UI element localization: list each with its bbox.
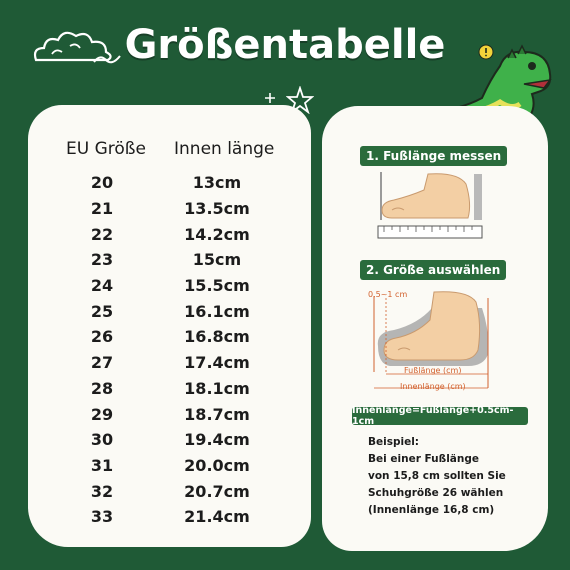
table-row bbox=[60, 170, 290, 196]
inner-length: 13.5cm bbox=[184, 199, 250, 219]
inner-length: 19.4cm bbox=[184, 430, 250, 450]
table-row bbox=[60, 453, 290, 479]
table-row bbox=[60, 324, 290, 350]
step-measure-foot: 1. Fußlänge messen bbox=[360, 146, 507, 166]
table-row bbox=[60, 427, 290, 453]
eu-size: 30 bbox=[90, 430, 114, 450]
foot-in-shoe-illustration bbox=[372, 288, 496, 392]
eu-size: 29 bbox=[90, 404, 114, 424]
example-line: (Innenlänge 16,8 cm) bbox=[368, 504, 495, 516]
eu-size: 22 bbox=[90, 224, 114, 244]
inner-length: 15.5cm bbox=[184, 276, 250, 296]
eu-size: 31 bbox=[90, 455, 114, 475]
eu-size: 33 bbox=[90, 507, 114, 527]
eu-size: 24 bbox=[90, 276, 114, 296]
eu-size: 32 bbox=[90, 481, 114, 501]
table-row bbox=[60, 478, 290, 504]
foot-measure-illustration bbox=[376, 170, 488, 242]
table-row bbox=[60, 401, 290, 427]
table-row bbox=[60, 273, 290, 299]
table-row bbox=[60, 504, 290, 530]
eu-size: 21 bbox=[90, 199, 114, 219]
eu-size: 20 bbox=[90, 173, 114, 193]
inner-length: 20.0cm bbox=[184, 455, 250, 475]
size-table bbox=[60, 170, 290, 530]
table-row bbox=[60, 298, 290, 324]
header-eu-size: EU Größe bbox=[66, 139, 146, 159]
sparkle-icon bbox=[264, 92, 276, 104]
inner-length: 14.2cm bbox=[184, 224, 250, 244]
inner-length: 13cm bbox=[192, 173, 242, 193]
eu-size: 25 bbox=[90, 301, 114, 321]
table-row bbox=[60, 350, 290, 376]
table-row bbox=[60, 221, 290, 247]
table-row bbox=[60, 196, 290, 222]
example-line: Schuhgröße 26 wählen bbox=[368, 487, 504, 499]
step-choose-size: 2. Größe auswählen bbox=[360, 260, 506, 280]
inner-length: 20.7cm bbox=[184, 481, 250, 501]
foot-length-label: Fußlänge (cm) bbox=[404, 366, 462, 375]
inner-length: 18.7cm bbox=[184, 404, 250, 424]
exclamation-bubble-icon bbox=[478, 44, 494, 60]
inner-length: 16.8cm bbox=[184, 327, 250, 347]
eu-size: 26 bbox=[90, 327, 114, 347]
example-line: von 15,8 cm sollten Sie bbox=[368, 470, 506, 482]
inner-length: 16.1cm bbox=[184, 301, 250, 321]
inner-length: 21.4cm bbox=[184, 507, 250, 527]
table-row bbox=[60, 247, 290, 273]
example-title: Beispiel: bbox=[368, 436, 420, 448]
eu-size: 27 bbox=[90, 353, 114, 373]
example-line: Bei einer Fußlänge bbox=[368, 453, 480, 465]
page-title: Größentabelle bbox=[124, 22, 446, 68]
eu-size: 28 bbox=[90, 378, 114, 398]
inner-length: 18.1cm bbox=[184, 378, 250, 398]
gap-label: 0,5~1 cm bbox=[368, 290, 408, 299]
example-text bbox=[368, 434, 506, 519]
inner-length: 17.4cm bbox=[184, 353, 250, 373]
eu-size: 23 bbox=[90, 250, 114, 270]
inner-length-label: Innenlänge (cm) bbox=[400, 382, 466, 391]
formula-badge: Innenlänge=Fußlänge+0.5cm-1cm bbox=[352, 407, 528, 425]
inner-length: 15cm bbox=[192, 250, 242, 270]
table-row bbox=[60, 376, 290, 402]
header-inner-length: Innen länge bbox=[174, 139, 275, 159]
